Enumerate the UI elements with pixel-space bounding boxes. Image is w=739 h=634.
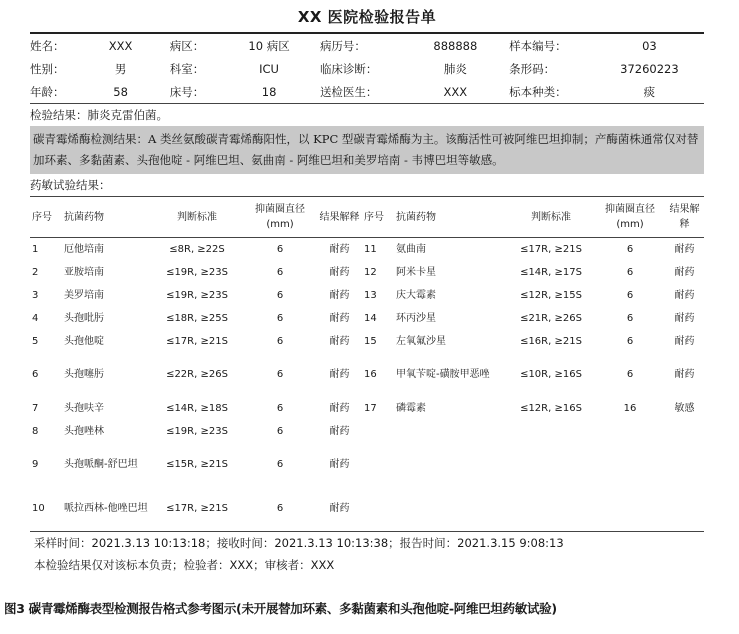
drug-name: [395, 487, 507, 531]
zone-diameter: 6: [276, 369, 284, 380]
breakpoint-standard: ≤16R, ≥21S: [520, 335, 582, 347]
info-label: 性别：: [30, 61, 65, 76]
breakpoint-standard: ≤19R, ≥23S: [166, 289, 228, 301]
drug-index: 12: [364, 266, 377, 278]
info-value: 10 病区: [248, 38, 290, 53]
drug-name: 头孢呋辛: [64, 402, 104, 414]
col-header-zone: 抑菌圈直径(mm): [605, 204, 655, 230]
drug-index: 6: [32, 369, 39, 380]
drug-name: 庆大霉素: [396, 289, 436, 301]
drug-name: 头孢噻肟: [64, 369, 104, 380]
drug-index: 2: [32, 266, 39, 278]
zone-diameter: 6: [276, 289, 284, 301]
report-title: XX 医院检验报告单: [297, 8, 437, 26]
drug-index: 3: [32, 289, 39, 301]
drug-index: 8: [32, 425, 39, 437]
info-label: 条形码：: [509, 61, 556, 76]
interpretation: 耐药: [674, 335, 695, 347]
interpretation: 耐药: [329, 335, 350, 347]
table-header-row: [30, 197, 704, 237]
interpretation: 耐药: [329, 369, 350, 380]
culture-result: 检验结果：肺炎克雷伯菌。: [30, 108, 168, 122]
drug-index: 13: [364, 289, 377, 301]
info-value: 58: [113, 84, 128, 99]
breakpoint-standard: ≤17R, ≥21S: [166, 503, 228, 514]
breakpoint-standard: ≤18R, ≥25S: [166, 312, 228, 324]
info-value: XXX: [108, 38, 133, 53]
zone-diameter: 6: [276, 335, 284, 347]
breakpoint-standard: ≤21R, ≥26S: [520, 312, 582, 324]
drug-index: 16: [364, 369, 377, 380]
col-header-interpretation: 结果解释: [319, 211, 360, 223]
report-disclaimer: 本检验结果仅对该标本负责；检验者：XXX；审核者：XXX: [34, 558, 335, 572]
drug-name: 厄他培南: [64, 243, 104, 255]
info-value: 18: [261, 84, 277, 99]
col-header-zone: 抑菌圈直径(mm): [255, 204, 305, 230]
table-row: [30, 487, 704, 531]
zone-diameter: 6: [276, 266, 284, 278]
interpretation: 耐药: [329, 425, 350, 437]
table-row: [30, 307, 704, 330]
info-label: 年龄：: [30, 84, 65, 99]
zone-diameter: 6: [276, 459, 284, 470]
drug-index: [362, 487, 395, 531]
zone-diameter: 6: [276, 425, 284, 437]
col-header-standard: 判断标准: [177, 211, 217, 223]
table-row: [30, 397, 704, 420]
table-row: [30, 261, 704, 284]
info-row: [30, 80, 704, 103]
drug-name: 美罗培南: [64, 289, 104, 301]
drug-index: 10: [32, 503, 45, 514]
col-header-index: 序号: [364, 211, 384, 223]
info-label: 病历号：: [319, 38, 366, 53]
info-value: ICU: [259, 61, 279, 76]
info-value: 37260223: [620, 61, 679, 76]
breakpoint-standard: ≤17R, ≥21S: [166, 335, 228, 347]
info-label: 姓名：: [30, 38, 65, 53]
info-value: XXX: [443, 84, 468, 99]
drug-index: [362, 420, 395, 443]
report-times: 采样时间：2021.3.13 10:13:18；接收时间：2021.3.13 10:13:38；报告时间：2021.3.15 9:08:13: [34, 536, 564, 550]
info-row: [30, 57, 704, 80]
col-header-index: 序号: [32, 211, 52, 223]
drug-name: 磷霉素: [396, 402, 426, 414]
drug-name: 阿米卡星: [396, 266, 436, 278]
patient-info: [30, 34, 704, 103]
zone-diameter: 6: [276, 312, 284, 324]
zone-diameter: 6: [626, 266, 634, 278]
breakpoint-standard: ≤15R, ≥21S: [166, 459, 228, 470]
info-label: 科室：: [169, 61, 205, 76]
drug-index: [362, 443, 395, 487]
drug-index: 4: [32, 312, 39, 324]
drug-name: 甲氧苄啶-磺胺甲恶唑: [396, 369, 490, 380]
breakpoint-standard: ≤12R, ≥16S: [520, 402, 582, 414]
interpretation: 敏感: [674, 402, 695, 414]
drug-name: 亚胺培南: [64, 266, 104, 278]
breakpoint-standard: ≤12R, ≥15S: [520, 289, 582, 301]
drug-index: 14: [364, 312, 377, 324]
info-label: 床号：: [169, 84, 205, 99]
drug-index: 1: [32, 243, 39, 255]
table-row: [30, 238, 704, 261]
breakpoint-standard: [507, 487, 595, 531]
drug-name: [395, 420, 507, 443]
zone-diameter: 6: [276, 402, 284, 414]
zone-diameter: 6: [276, 243, 284, 255]
drug-name: 环丙沙星: [396, 312, 436, 324]
drug-name: 哌拉西林-他唑巴坦: [64, 503, 148, 514]
info-label: 送检医生：: [319, 84, 378, 99]
interpretation: 耐药: [329, 243, 350, 255]
info-label: 标本种类：: [509, 84, 567, 99]
breakpoint-standard: ≤8R, ≥22S: [169, 243, 225, 255]
drug-index: 15: [364, 335, 377, 347]
breakpoint-standard: ≤19R, ≥23S: [166, 266, 228, 278]
info-label: 临床诊断：: [319, 61, 378, 76]
drug-index: 17: [364, 402, 377, 414]
interpretation: 耐药: [329, 266, 350, 278]
info-row: [30, 34, 704, 57]
interpretation: 耐药: [674, 312, 695, 324]
drug-name: 左氧氟沙星: [396, 335, 446, 347]
table-row: [30, 353, 704, 397]
info-value: 男: [114, 61, 127, 76]
table-row: [30, 443, 704, 487]
info-value: 03: [642, 38, 657, 53]
drug-name: 头孢他啶: [64, 335, 104, 347]
zone-diameter: 6: [626, 243, 634, 255]
col-header-interpretation: 结果解释: [669, 204, 700, 230]
drug-name: 头孢唑林: [64, 425, 104, 437]
susceptibility-table: [30, 197, 704, 531]
col-header-drug: 抗菌药物: [64, 211, 104, 223]
interpretation: 耐药: [329, 459, 350, 470]
interpretation: 耐药: [674, 266, 695, 278]
drug-name: 氨曲南: [396, 243, 426, 255]
info-label: 病区：: [169, 38, 205, 53]
table-row: [30, 330, 704, 353]
interpretation: 耐药: [329, 289, 350, 301]
table-row: [30, 420, 704, 443]
breakpoint-standard: ≤14R, ≥18S: [166, 402, 228, 414]
info-value: 肺炎: [443, 61, 467, 76]
lab-report: [30, 0, 704, 576]
drug-index: 11: [364, 243, 377, 255]
zone-diameter: 6: [626, 369, 634, 380]
zone-diameter: 6: [276, 503, 284, 514]
zone-diameter: 6: [626, 289, 634, 301]
zone-diameter: 6: [626, 312, 634, 324]
breakpoint-standard: ≤17R, ≥21S: [520, 243, 582, 255]
interpretation: 耐药: [329, 503, 350, 514]
interpretation: 耐药: [674, 243, 695, 255]
interpretation: 耐药: [329, 312, 350, 324]
interpretation: 耐药: [329, 402, 350, 414]
breakpoint-standard: ≤19R, ≥23S: [166, 425, 228, 437]
interpretation: [665, 487, 704, 531]
info-value: 痰: [643, 84, 656, 99]
zone-diameter: 6: [626, 335, 634, 347]
interpretation: [665, 420, 704, 443]
zone-diameter: [595, 420, 665, 443]
breakpoint-standard: [507, 443, 595, 487]
carbapenemase-result: 碳青霉烯酶检测结果：A 类丝氨酸碳青霉烯酶阳性，以 KPC 型碳青霉烯酶为主。该酶活性可被阿维巴坦抑制；产酶菌株通常仅对替加环素、多黏菌素、头孢他啶 - 阿维巴坦、氨曲南 - 阿维巴坦和美罗培南 - 韦博巴坦等敏感。: [30, 126, 704, 174]
breakpoint-standard: ≤22R, ≥26S: [166, 369, 228, 380]
col-header-standard: 判断标准: [531, 211, 571, 223]
drug-name: 头孢哌酮-舒巴坦: [64, 459, 138, 470]
breakpoint-standard: [507, 420, 595, 443]
zone-diameter: 16: [623, 402, 637, 414]
interpretation: 耐药: [674, 289, 695, 301]
figure-caption: 图3 碳青霉烯酶表型检测报告格式参考图示(未开展替加环素、多黏菌素和头孢他啶-阿维巴坦药敏试验): [4, 601, 557, 616]
drug-name: [395, 443, 507, 487]
drug-name: 头孢吡肟: [64, 312, 104, 324]
breakpoint-standard: ≤14R, ≥17S: [520, 266, 582, 278]
col-header-drug: 抗菌药物: [396, 211, 436, 223]
drug-index: 7: [32, 402, 39, 414]
info-label: 样本编号：: [509, 38, 567, 53]
zone-diameter: [595, 487, 665, 531]
zone-diameter: [595, 443, 665, 487]
interpretation: 耐药: [674, 369, 695, 380]
interpretation: [665, 443, 704, 487]
drug-index: 9: [32, 459, 39, 470]
table-row: [30, 284, 704, 307]
drug-index: 5: [32, 335, 39, 347]
sensitivity-title: 药敏试验结果：: [30, 178, 111, 192]
breakpoint-standard: ≤10R, ≥16S: [520, 369, 582, 380]
info-value: 888888: [433, 38, 478, 53]
